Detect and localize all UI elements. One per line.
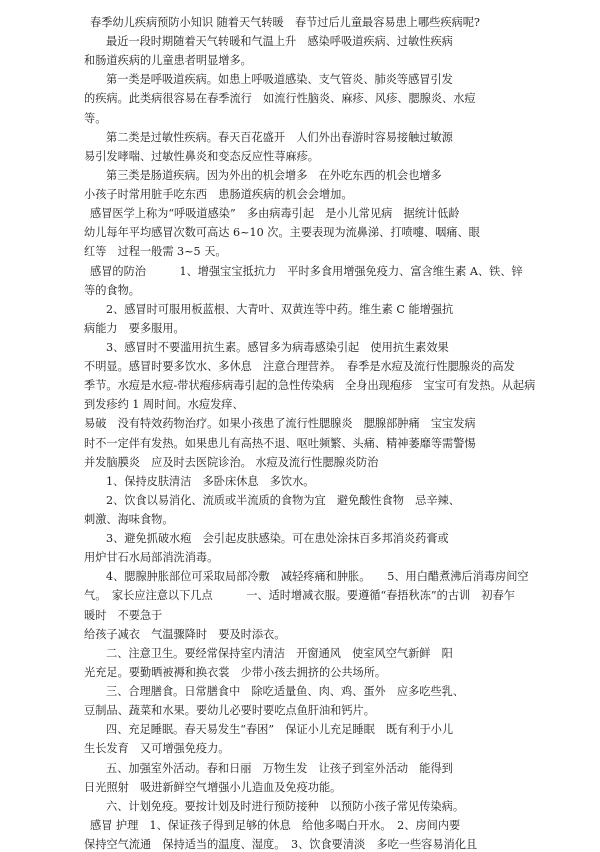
paragraph-line: 小孩子时常用脏手吃东西 患肠道疾病的机会会增加。 — [84, 188, 353, 201]
paragraph-line: 的疾病。此类病很容易在春季流行 如流行性脑炎、麻疹、风疹、腮腺炎、水痘 — [84, 92, 476, 105]
paragraph-line: 用炉甘石水局部消洗消毒。 — [84, 551, 219, 564]
paragraph-line: 第二类是过敏性疾病。春天百花盛开 人们外出春游时容易接触过敏源 — [106, 131, 453, 144]
paragraph-line: 易破 没有特效药物治疗。如果小孩患了流行性腮腺炎 腮腺部肿痛 宝宝发病 — [84, 417, 476, 430]
paragraph-line: 4、腮腺肿胀部位可采取局部冷敷 减轻疼痛和肿胀。 5、用白醋煮沸后消毒房间空 — [106, 570, 529, 583]
paragraph-line: 季节。水痘是水痘-带状疱疹病毒引起的急性传染病 全身出现疱疹 宝宝可有发热。从起病 — [84, 379, 536, 392]
paragraph-line: 豆制品、蔬菜和水果。要幼儿必要时要吃点鱼肝油和钙片。 — [84, 704, 375, 717]
paragraph-line: 日光照射 吸进新鲜空气增强小儿造血及免疫功能。 — [84, 781, 342, 794]
paragraph-line: 不明显。感冒时要多饮水、多休息 注意合理营养。 春季是水痘及流行性腮腺炎的高发 — [84, 360, 515, 373]
paragraph-line: 最近一段时期随着天气转暖和气温上升 感染呼吸道疾病、过敏性疾病 — [106, 35, 453, 48]
paragraph-line: 暖时 不要急于 — [84, 609, 163, 622]
paragraph-line: 五、加强室外活动。春和日丽 万物生发 让孩子到室外活动 能得到 — [106, 762, 453, 775]
paragraph-line: 四、充足睡眠。春天易发生“春困” 保证小儿充足睡眠 既有利于小儿 — [106, 723, 454, 736]
paragraph-line: 感冒 护理 1、保证孩子得到足够的休息 给他多喝白开水。 2、房间内要 — [90, 819, 461, 832]
paragraph-line: 2、感冒时可服用板蓝根、大青叶、双黄连等中药。维生素 C 能增强抗 — [106, 303, 454, 316]
paragraph-line: 并发脑膜炎 应及时去医院诊治。 水痘及流行性腮腺炎防治 — [84, 456, 379, 469]
title-line: 春季幼儿疾病预防小知识 随着天气转暖 春节过后儿童最容易患上哪些疾病呢? — [90, 16, 480, 29]
paragraph-line: 到发疹约 1 周时间。水痘发痒、 — [84, 398, 244, 411]
paragraph-line: 等。 — [84, 112, 107, 125]
paragraph-line: 三、合理膳食。日常膳食中 除吃适量鱼、肉、鸡、蛋外 应多吃些乳、 — [106, 685, 465, 698]
paragraph-line: 光充足。要勤晒被褥和换衣裳 少带小孩去拥挤的公共场所。 — [84, 666, 387, 679]
paragraph-line: 第一类是呼吸道疾病。如患上呼吸道感染、支气管炎、肺炎等感冒引发 — [106, 73, 453, 86]
paragraph-line: 红等 过程一般需 3~5 天。 — [84, 245, 227, 258]
paragraph-line: 易引发哮喘、过敏性鼻炎和变态反应性荨麻疹。 — [84, 150, 319, 163]
paragraph-line: 感冒医学上称为“呼吸道感染” 多由病毒引起 是小儿常见病 据统计低龄 — [90, 207, 460, 220]
paragraph-line: 病能力 要多服用。 — [84, 322, 185, 335]
paragraph-line: 生长发育 又可增强免疫力。 — [84, 742, 230, 755]
paragraph-line: 保持空气流通 保持适当的温度、湿度。 3、饮食要清淡 多吃一些容易消化且 — [84, 838, 478, 851]
paragraph-line: 第三类是肠道疾病。因为外出的机会增多 在外吃东西的机会也增多 — [106, 169, 442, 182]
paragraph-line: 时不一定伴有发热。如果患儿有高热不退、呕吐频繁、头痛、精神萎靡等需警惕 — [84, 437, 476, 450]
paragraph-line: 气。 家长应注意以下几点 一、适时增减衣服。要遵循“春捂秋冻”的古训 初春乍 — [84, 589, 515, 602]
paragraph-line: 3、避免抓破水疱 会引起皮肤感染。可在患处涂抹百多邦消炎药膏或 — [106, 532, 449, 545]
paragraph-line: 1、保持皮肤清洁 多卧床休息 多饮水。 — [106, 475, 315, 488]
paragraph-line: 等的食物。 — [84, 284, 140, 297]
paragraph-line: 给孩子减衣 气温骤降时 要及时添衣。 — [84, 628, 286, 641]
paragraph-line: 3、感冒时不要滥用抗生素。感冒多为病毒感染引起 使用抗生素效果 — [106, 341, 449, 354]
paragraph-line: 和肠道疾病的儿童患者明显增多。 — [84, 54, 252, 67]
paragraph-line: 六、计划免疫。要按计划及时进行预防接种 以预防小孩子常见传染病。 — [106, 800, 465, 813]
paragraph-line: 二、注意卫生。要经常保持室内清洁 开窗通风 使室风空气新鲜 阳 — [106, 647, 453, 660]
paragraph-line: 幼儿每年平均感冒次数可高达 6~10 次。主要表现为流鼻涕、打喷嚏、咽痛、眼 — [84, 226, 480, 239]
paragraph-line: 2、饮食以易消化、流质或半流质的食物为宜 避免酸性食物 忌辛辣、 — [106, 494, 460, 507]
paragraph-line: 感冒的防治 1、增强宝宝抵抗力 平时多食用增强免疫力、富含维生素 A、铁、锌 — [90, 265, 523, 278]
paragraph-line: 刺激、海味食物。 — [84, 513, 174, 526]
